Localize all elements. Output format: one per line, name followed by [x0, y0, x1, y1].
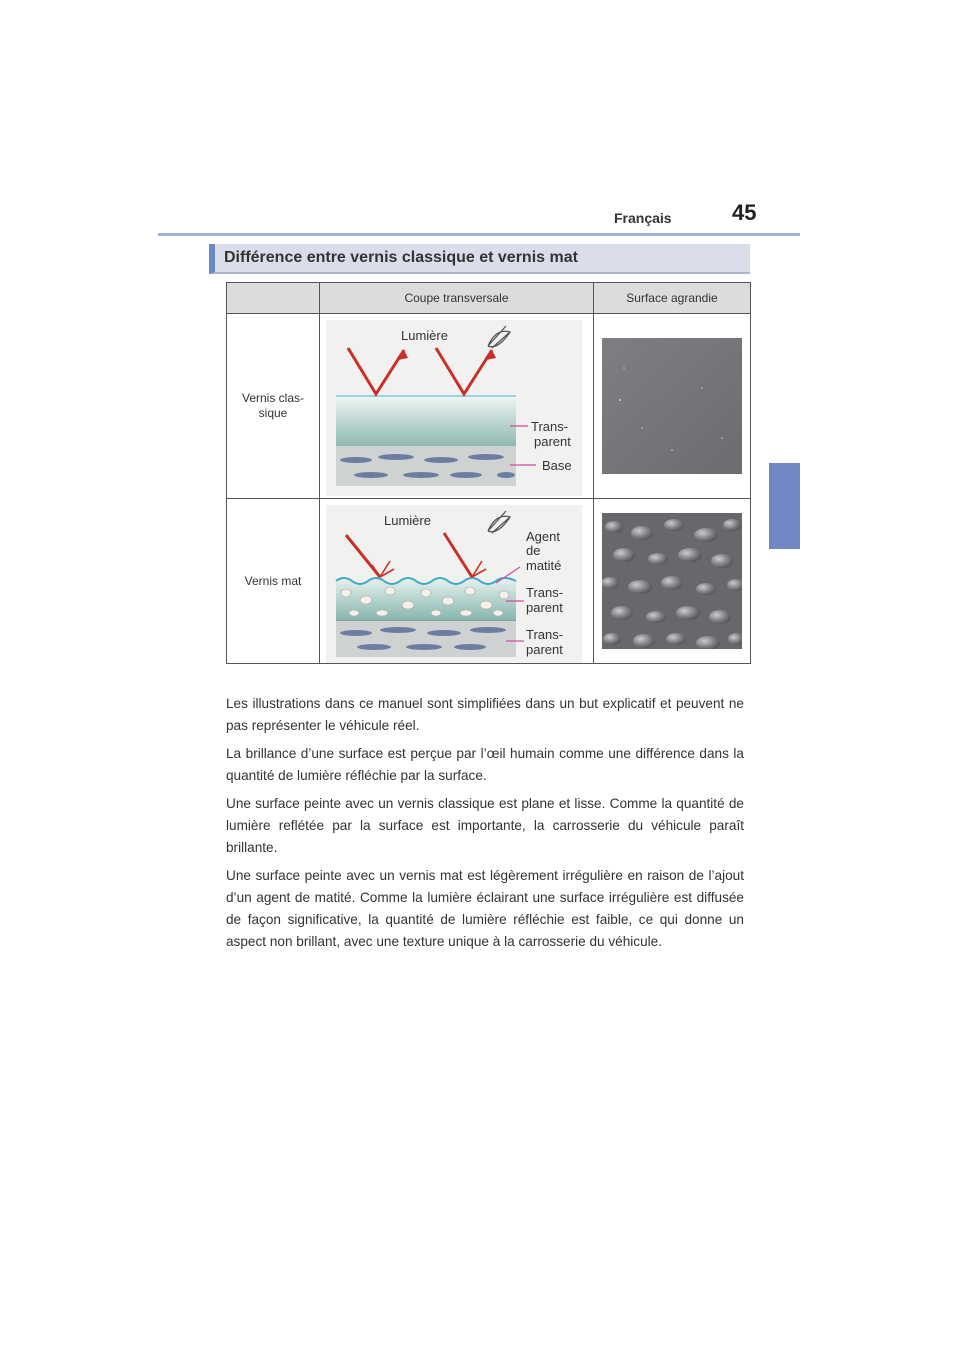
body-text: [226, 693, 744, 959]
paragraph-1: Les illustrations dans ce manuel sont simplifiées dans un but explicatif et peuvent ne pas représenter le véhicule réel.: [226, 696, 744, 733]
matte-matting-agent-label: Agent de matité: [526, 529, 562, 573]
matte-transparent-label-1: Trans-parent: [526, 585, 564, 615]
matte-cross-section-cell: [320, 499, 594, 664]
matte-light-label: Lumière: [384, 513, 431, 528]
paragraph-2: La brillance d’une surface est perçue par l’œil humain comme une différence dans la quantité de lumière réfléchie par la surface.: [226, 746, 744, 783]
matte-surface-photo: [602, 513, 742, 649]
paragraph-3: Une surface peinte avec un vernis classique est plane et lisse. Comme la quantité de lumière reflétée par la surface est importante, la carrosserie du véhicule paraît brillante.: [226, 796, 744, 855]
classic-cross-section-illustration: [326, 320, 582, 496]
header-rule: [158, 233, 800, 236]
matte-surface-photo-cell: [594, 499, 751, 664]
table-header-row: [227, 283, 751, 314]
table-row-matte: [227, 499, 751, 664]
classic-light-label: Lumière: [401, 328, 448, 343]
table-row-classic: [227, 314, 751, 499]
classic-surface-photo-cell: [594, 314, 751, 499]
row-label-matte: Vernis mat: [227, 499, 320, 664]
comparison-table: [226, 282, 751, 664]
classic-cross-section-cell: [320, 314, 594, 499]
paragraph-4: Une surface peinte avec un vernis mat est légèrement irrégulière en raison de l’ajout d’un agent de matité. Comme la lumière éclairant une surface irrégulière est diffusée de façon significative, la quantité de lumière réfléchie est faible, ce qui donne un aspect non brillant, avec une texture unique à la carrosserie du véhicule.: [226, 868, 744, 949]
section-title-bar: [209, 244, 750, 274]
classic-transparent-label: Trans-parent: [531, 419, 571, 449]
classic-base-label: Base: [542, 458, 572, 473]
table-header-enlarged-surface: Surface agrandie: [594, 283, 751, 314]
header-language: Français: [614, 210, 672, 226]
section-title: Différence entre vernis classique et vernis mat: [224, 249, 578, 266]
matte-cross-section-illustration: [326, 505, 582, 663]
chapter-side-tab: [769, 463, 800, 549]
table-header-empty: [227, 283, 320, 314]
row-label-classic: Vernis clas- sique: [227, 314, 320, 499]
table-header-cross-section: Coupe transversale: [320, 283, 594, 314]
classic-surface-photo: [602, 338, 742, 474]
matte-transparent-label-2: Trans-parent: [526, 627, 564, 657]
page-number: 45: [732, 200, 757, 225]
